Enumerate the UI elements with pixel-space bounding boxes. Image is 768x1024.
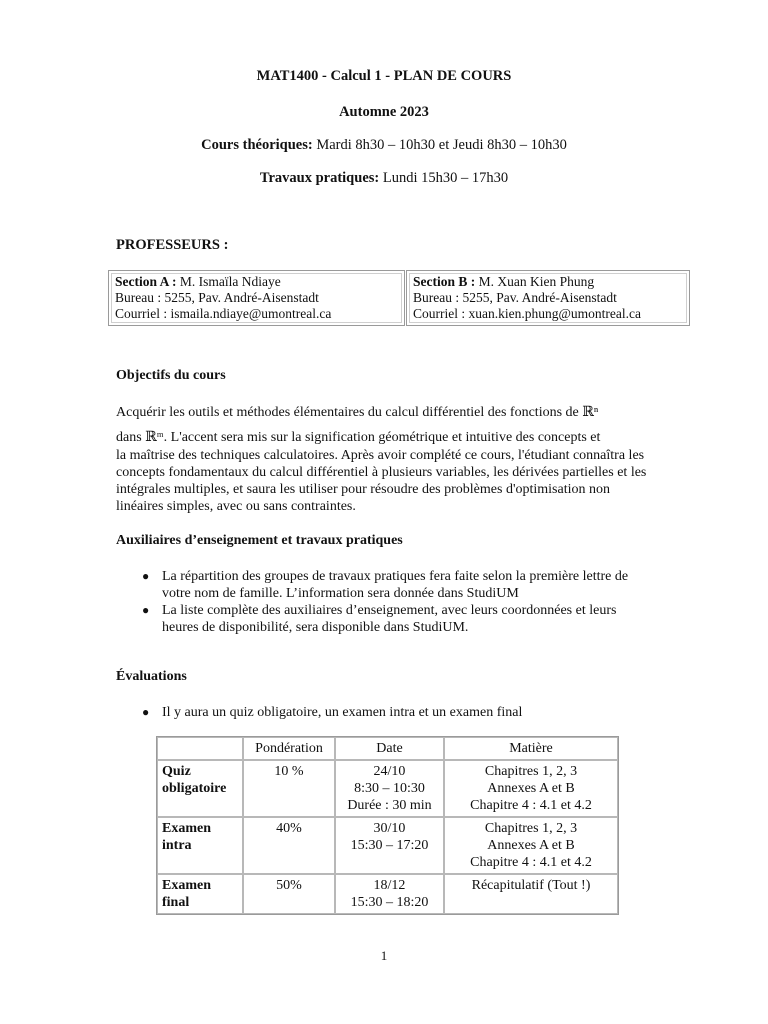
section-a-label: Section A : <box>115 274 177 289</box>
practical-label: Travaux pratiques: <box>259 170 380 186</box>
bullet-icon: ● <box>142 569 150 583</box>
evaluations-table <box>156 736 619 915</box>
section-b-name: M. Xuan Kien Phung <box>475 274 595 289</box>
section-b-email: Courriel : xuan.kien.phung@umontreal.ca <box>413 306 641 321</box>
objectives-heading: Objectifs du cours <box>116 368 226 383</box>
page-number: 1 <box>380 948 388 963</box>
topic-cell: Chapitres 1, 2, 3 Annexes A et B Chapitre 4 : 4.1 et 4.2 <box>444 817 618 874</box>
row-label: Examen final <box>157 874 243 914</box>
theory-schedule <box>0 137 768 154</box>
assistants-list <box>116 568 646 636</box>
section-a-office: Bureau : 5255, Pav. André-Aisenstadt <box>115 290 319 305</box>
weight-cell: 50% <box>243 874 335 914</box>
date-cell: 18/12 15:30 – 18:20 <box>335 874 444 914</box>
section-a-email: Courriel : ismaila.ndiaye@umontreal.ca <box>115 306 332 321</box>
document-title: MAT1400 - Calcul 1 - PLAN DE COURS <box>256 68 512 84</box>
assistants-heading: Auxiliaires d’enseignement et travaux pratiques <box>116 533 403 548</box>
evaluations-heading: Évaluations <box>116 669 187 684</box>
section-a-box <box>108 270 405 326</box>
bullet-icon: ● <box>142 705 150 719</box>
topic-cell: Récapitulatif (Tout !) <box>444 874 618 914</box>
section-a-name: M. Ismaïla Ndiaye <box>176 274 281 289</box>
section-b-office: Bureau : 5255, Pav. André-Aisenstadt <box>413 290 617 305</box>
professors-heading: PROFESSEURS : <box>116 237 229 253</box>
table-row <box>157 760 618 817</box>
column-header: Date <box>335 737 444 760</box>
theory-value: Mardi 8h30 – 10h30 et Jeudi 8h30 – 10h30 <box>312 137 567 153</box>
practical-schedule <box>0 170 768 187</box>
row-label: Quiz obligatoire <box>157 760 243 817</box>
date-cell: 30/10 15:30 – 17:20 <box>335 817 444 874</box>
row-label: Examen intra <box>157 817 243 874</box>
list-item: ● Il y aura un quiz obligatoire, un examen intra et un examen final <box>142 705 523 720</box>
list-item: ● La répartition des groupes de travaux pratiques fera faite selon la première lettre de votre nom de famille. L’information sera donnée dans StudiUM <box>142 569 629 601</box>
section-b-label: Section B : <box>413 274 476 289</box>
theory-label: Cours théoriques: <box>201 137 313 153</box>
section-b-box <box>406 270 690 326</box>
date-cell: 24/10 8:30 – 10:30 Durée : 30 min <box>335 760 444 817</box>
weight-cell: 40% <box>243 817 335 874</box>
column-header <box>157 737 243 760</box>
list-item: ● La liste complète des auxiliaires d’enseignement, avec leurs coordonnées et leurs heures de disponibilité, sera disponible dans StudiUM. <box>142 603 617 635</box>
weight-cell: 10 % <box>243 760 335 817</box>
bullet-icon: ● <box>142 603 150 617</box>
evaluations-list <box>116 704 646 721</box>
objectives-line-2: dans ℝᵐ. L'accent sera mis sur la signification géométrique et intuitive des concepts et <box>116 430 601 445</box>
column-header: Pondération <box>243 737 335 760</box>
term: Automne 2023 <box>339 104 429 120</box>
table-row <box>157 817 618 874</box>
table-row <box>157 874 618 914</box>
topic-cell: Chapitres 1, 2, 3 Annexes A et B Chapitre 4 : 4.1 et 4.2 <box>444 760 618 817</box>
objectives-paragraph: la maîtrise des techniques calculatoires. Après avoir complété ce cours, l'étudiant connaîtra les concepts fondamentaux du calcul différentiel à plusieurs variables, les dérivées partielles et les intégrales multiples, et saura les utiliser pour résoudre des problèmes d'optimisation non linéaires simples, avec ou sans contraintes. <box>116 448 647 514</box>
practical-value: Lundi 15h30 – 17h30 <box>379 170 509 186</box>
table-header-row <box>157 737 618 760</box>
column-header: Matière <box>444 737 618 760</box>
objectives-line-1: Acquérir les outils et méthodes élémentaires du calcul différentiel des fonctions de ℝⁿ <box>116 405 599 420</box>
